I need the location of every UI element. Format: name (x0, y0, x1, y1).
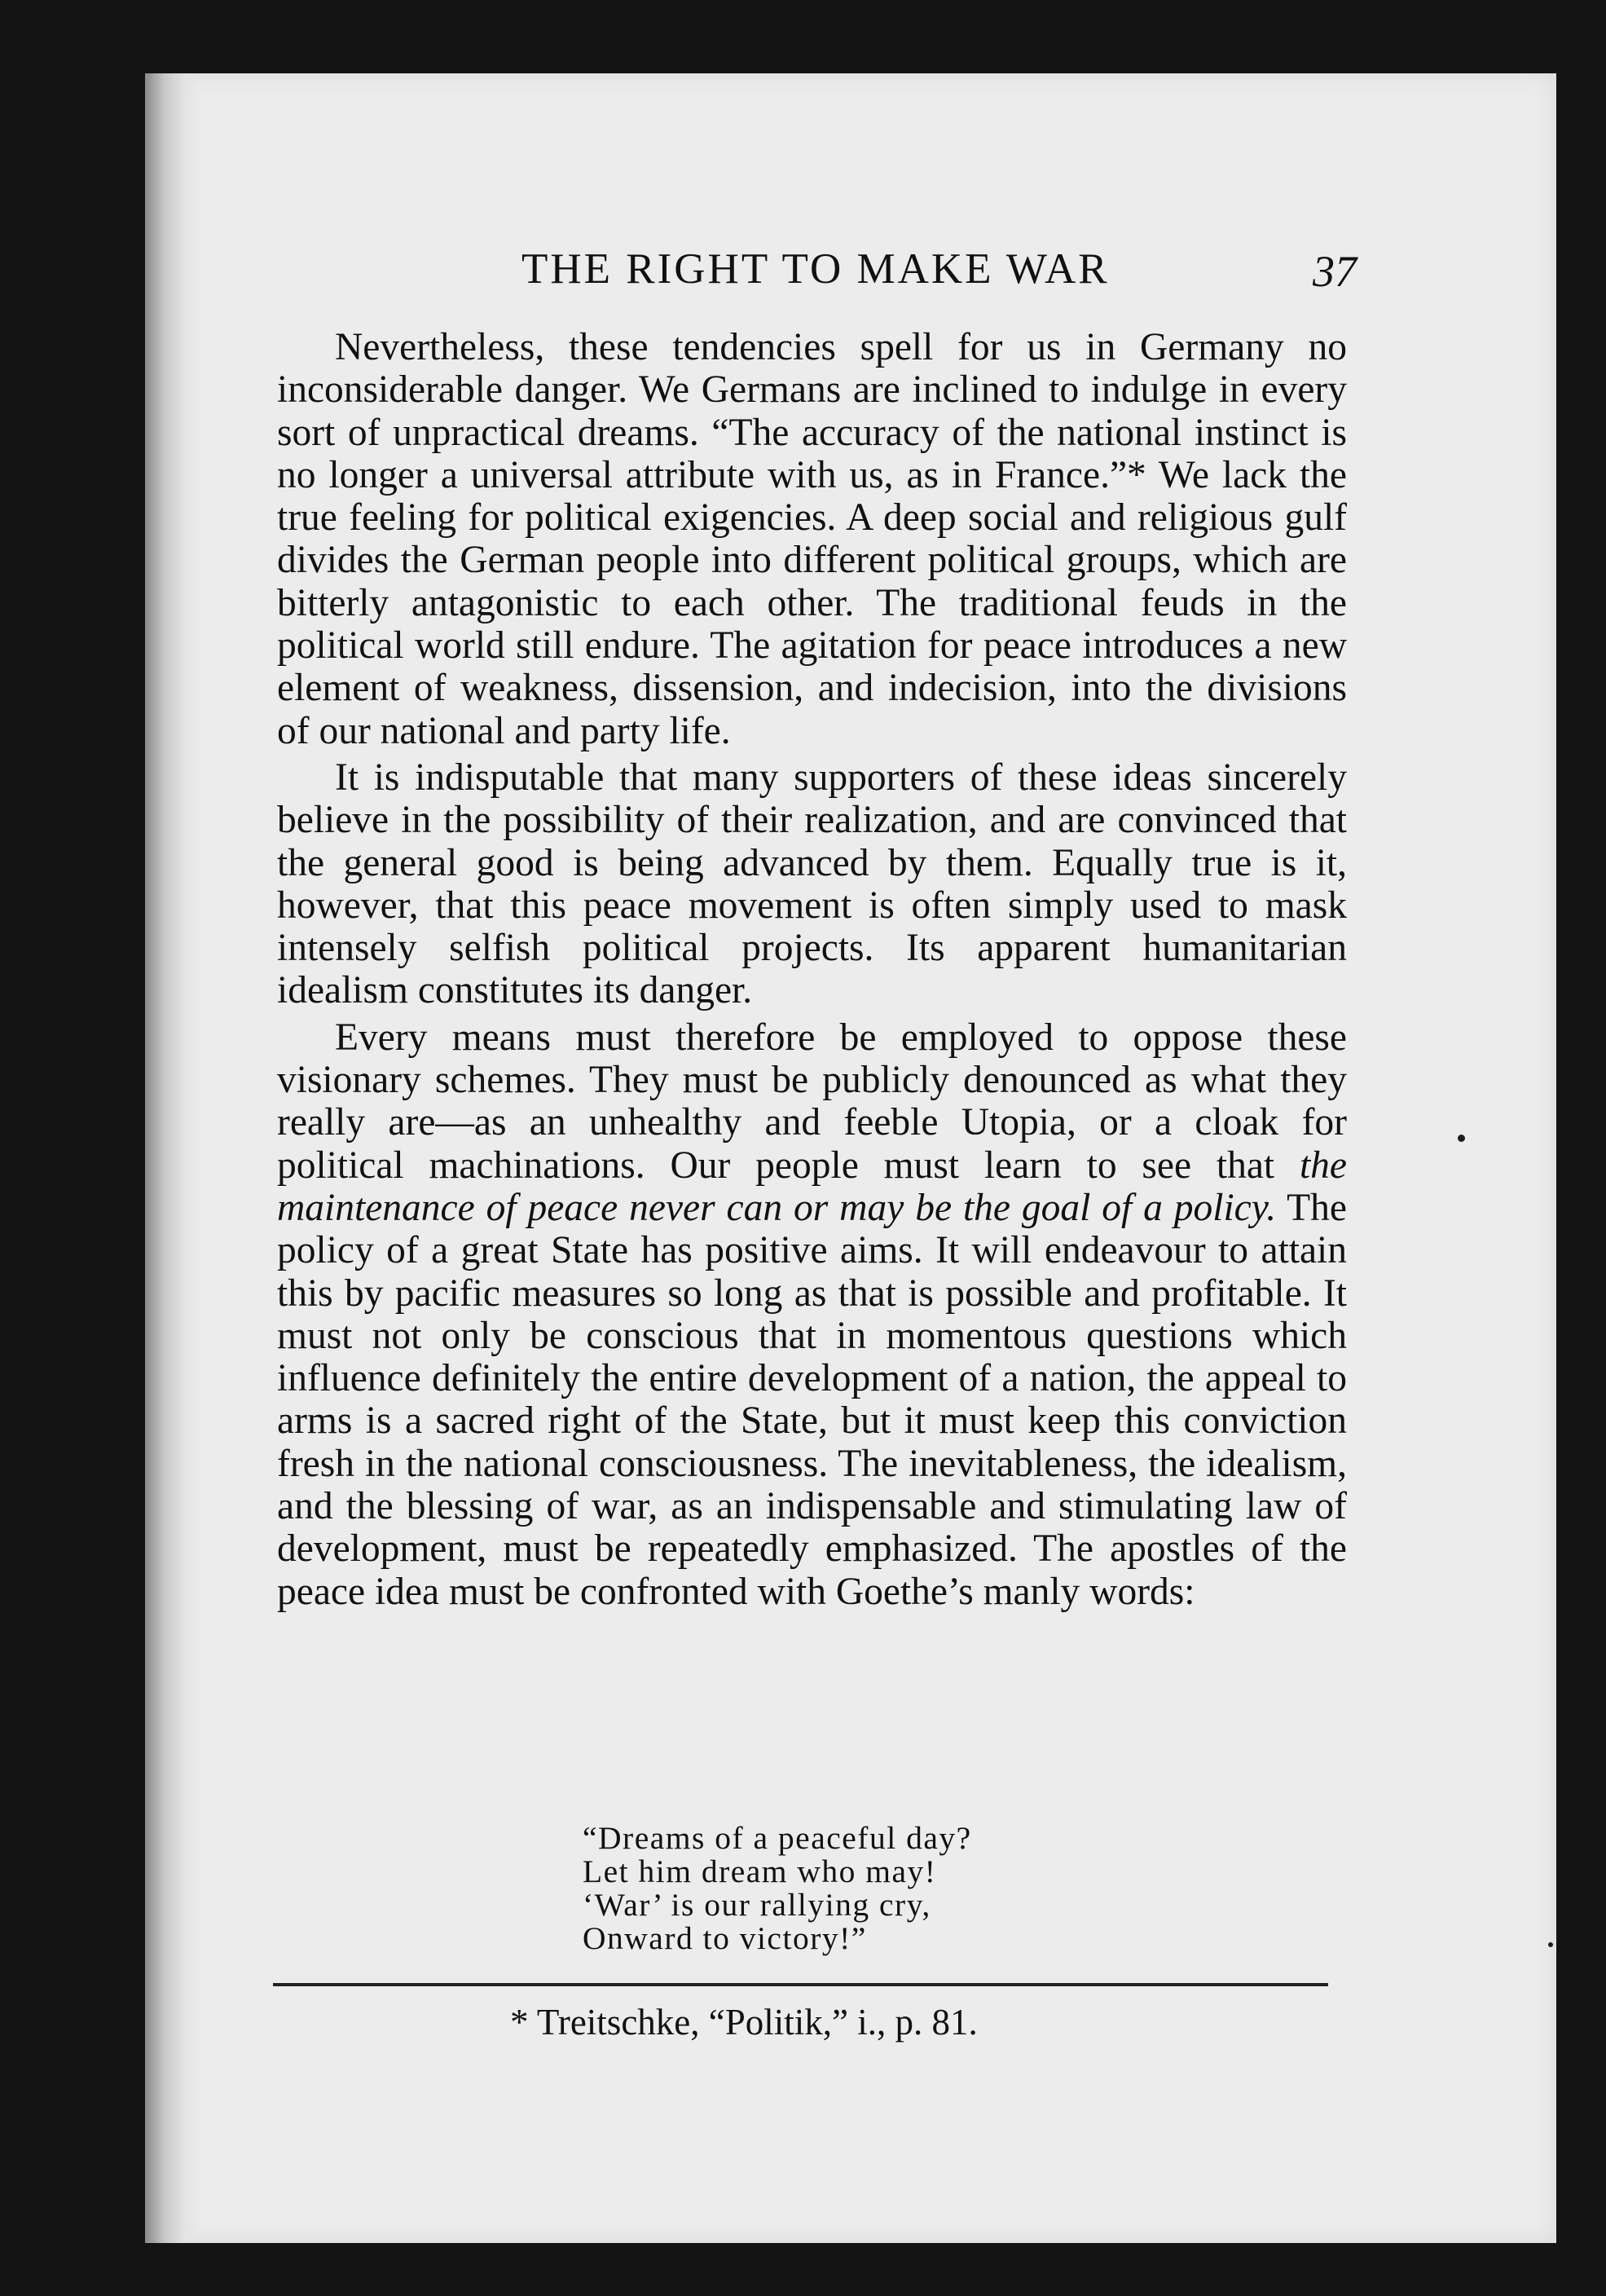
poem-line: “Dreams of a peaceful day? (583, 1820, 972, 1856)
page-gutter-shadow (145, 73, 202, 2243)
paragraph (277, 1016, 1347, 1613)
poem-quotation (583, 1822, 972, 1955)
paragraph: Nevertheless, these tendencies spell for us in Germany no inconsiderable danger. We Germans are inclined to indulge in every sort of unpractical dreams. “The accuracy of the national instinct is no longer a universal attribute with us, as in France.”* We lack the true feeling for political exigencies. A deep social and religious gulf divides the German people into different political groups, which are bitterly antagonistic to each other. The traditional feuds in the political world still endure. The agitation for peace introduces a new element of weakness, dissension, and indecision, into the divisions of our national and party life. (277, 326, 1347, 752)
ink-speck (1458, 1135, 1465, 1142)
body-text (277, 326, 1347, 1613)
footnote: * Treitschke, “Politik,” i., p. 81. (510, 2002, 978, 2043)
running-title: THE RIGHT TO MAKE WAR (521, 245, 1110, 293)
page-header (521, 245, 1357, 310)
page-number: 37 (1313, 247, 1357, 296)
italic-emphasis: the maintenance of peace never can or may be the goal of a policy. (277, 1144, 1347, 1229)
ink-speck (1548, 1942, 1553, 1947)
paragraph: It is indisputable that many supporters of these ideas sincerely believe in the possibility of their realization, and are convinced that the general good is being advanced by them. Equally true is it, however, that this peace movement is often simply used to mask intensely selfish political projects. Its apparent humanitarian idealism constitutes its danger. (277, 756, 1347, 1012)
paragraph-text: Every means must therefore be employed to oppose these visionary schemes. They must be publicly denounced as what they really are—as an unhealthy and feeble Utopia, or a cloak for political machinations. Our people must learn to see that (277, 1016, 1347, 1187)
footnote-divider (273, 1983, 1328, 1986)
paragraph-text: The policy of a great State has positive aims. It will endeavour to attain this by pacific measures so long as that is possible and profitable. It must not only be conscious that in momentous questions which influence definitely the entire development of a nation, the appeal to arms is a sacred right of the State, but it must keep this conviction fresh in the national consciousness. The inevitableness, the idealism, and the blessing of war, as an indispensable and stimulating law of development, must be repeatedly emphasized. The apostles of the peace idea must be confronted with Goethe’s manly words: (277, 1186, 1347, 1613)
poem-line: Onward to victory!” (583, 1920, 867, 1956)
poem-line: ‘War’ is our rallying cry, (583, 1887, 931, 1923)
poem-line: Let him dream who may! (583, 1853, 937, 1889)
